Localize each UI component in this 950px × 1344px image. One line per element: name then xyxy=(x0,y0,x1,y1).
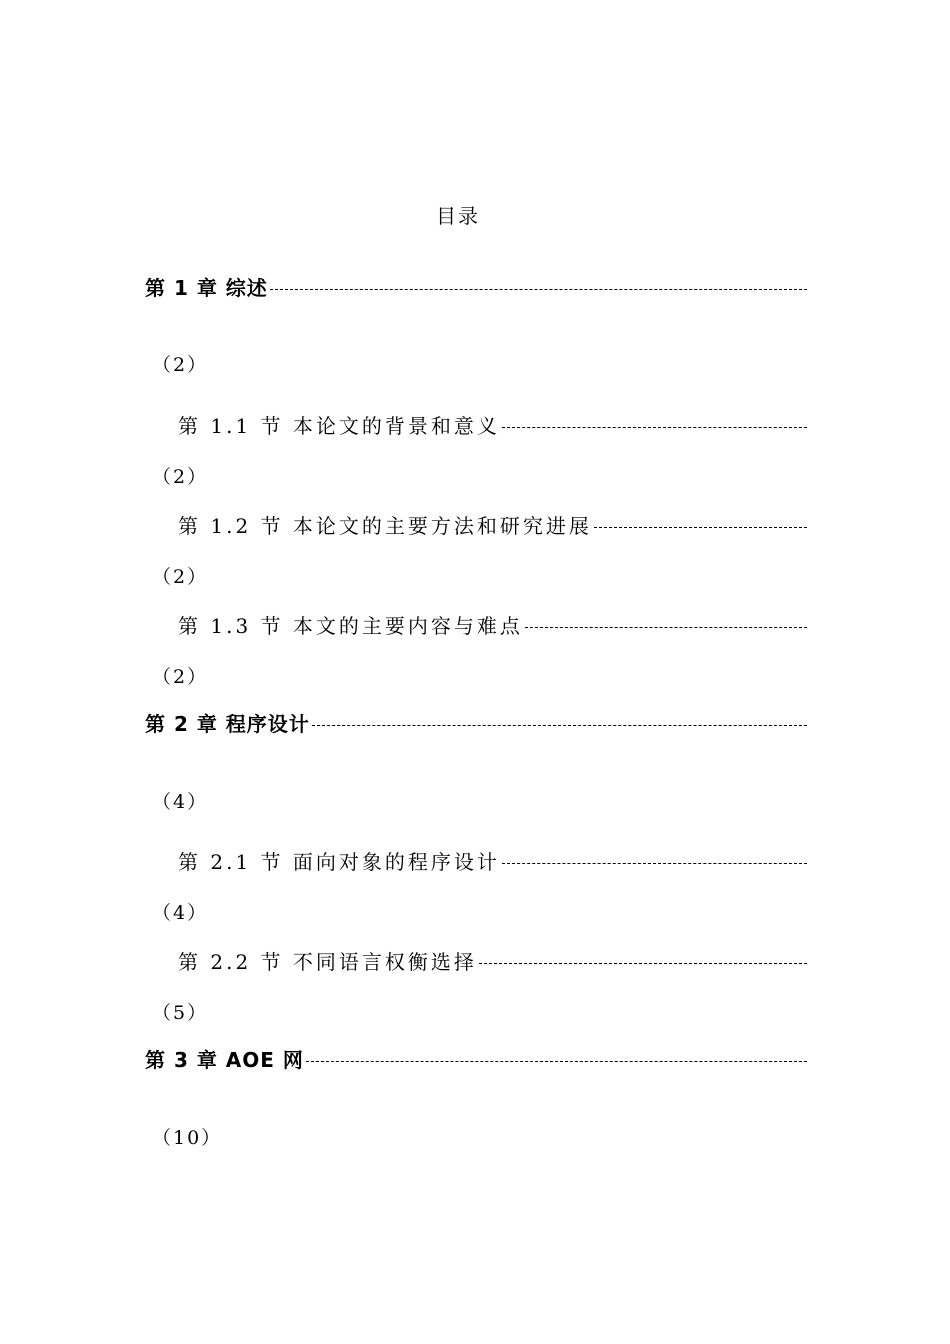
toc-entry-page-number: （2） xyxy=(152,566,209,588)
toc-entry-section-2-2 xyxy=(178,946,807,976)
toc-entry-label: 第 1.1 节 本论文的背景和意义 xyxy=(178,414,500,438)
toc-entry-chapter-2 xyxy=(145,708,807,738)
toc-entry-chapter-1 xyxy=(145,272,807,302)
toc-entry-page-number: （2） xyxy=(152,666,209,688)
toc-entry-label: 第 2.1 节 面向对象的程序设计 xyxy=(178,850,500,874)
dot-leader xyxy=(502,427,807,428)
dot-leader xyxy=(270,289,807,290)
toc-entry-page-number: （4） xyxy=(152,791,209,813)
toc-entry-label: 第 1.2 节 本论文的主要方法和研究进展 xyxy=(178,514,592,538)
dot-leader xyxy=(306,1061,807,1062)
toc-entry-section-1-3 xyxy=(178,610,807,640)
dot-leader xyxy=(312,725,807,726)
toc-entry-page-number: （5） xyxy=(152,1002,209,1024)
dot-leader xyxy=(479,963,807,964)
toc-entry-label: 第 2.2 节 不同语言权衡选择 xyxy=(178,950,477,974)
toc-entry-page-number: （2） xyxy=(152,354,209,376)
toc-title: 目录 xyxy=(436,204,480,228)
toc-entry-page-number: （10） xyxy=(152,1127,223,1149)
toc-entry-label: 第 1 章 综述 xyxy=(145,276,268,300)
toc-entry-section-1-2 xyxy=(178,510,807,540)
toc-entry-label: 第 3 章 AOE 网 xyxy=(145,1048,304,1072)
toc-entry-section-2-1 xyxy=(178,846,807,876)
dot-leader xyxy=(594,527,807,528)
toc-entry-label: 第 2 章 程序设计 xyxy=(145,712,310,736)
toc-entry-label: 第 1.3 节 本文的主要内容与难点 xyxy=(178,614,523,638)
toc-entry-page-number: （2） xyxy=(152,466,209,488)
toc-entry-chapter-3 xyxy=(145,1044,807,1074)
dot-leader xyxy=(502,863,807,864)
toc-entry-page-number: （4） xyxy=(152,902,209,924)
toc-entry-section-1-1 xyxy=(178,410,807,440)
dot-leader xyxy=(525,627,807,628)
